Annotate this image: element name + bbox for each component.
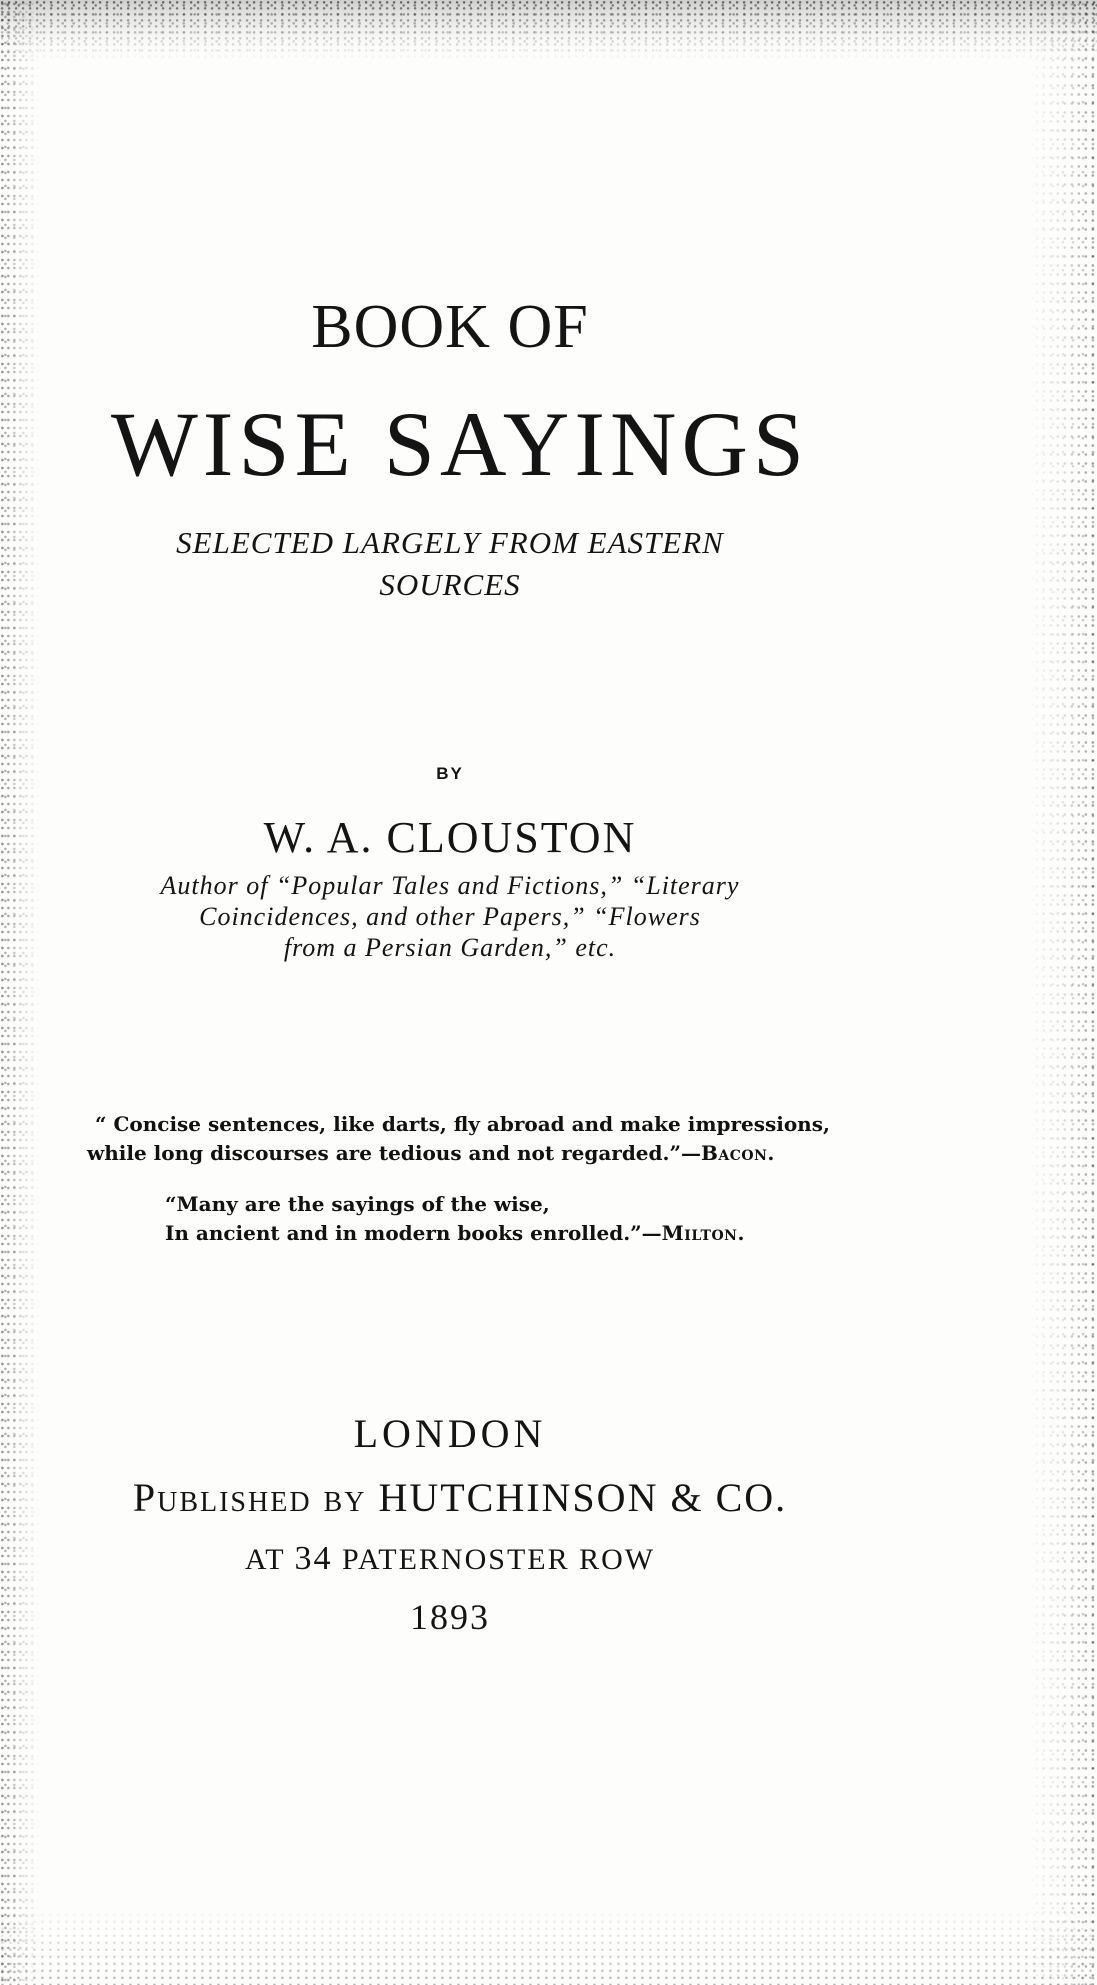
published-by-label: Published by <box>132 1475 367 1520</box>
epigraph-milton <box>165 1190 825 1248</box>
title-line-2: WISE SAYINGS <box>110 393 810 495</box>
epigraph-line <box>87 1139 855 1168</box>
subtitle-line-1: SELECTED LARGELY FROM EASTERN <box>176 525 724 560</box>
subtitle-line-2: SOURCES <box>379 567 521 602</box>
imprint-city: LONDON <box>353 1411 547 1456</box>
imprint-year: 1893 <box>410 1597 490 1637</box>
scan-edge-left <box>0 0 40 1985</box>
credentials-line-2: Coincidences, and other Papers,” “Flowers <box>199 902 701 931</box>
by-label: BY <box>436 764 464 783</box>
epigraph-line: “ Concise sentences, like darts, fly abroad and make impressions, <box>95 1112 830 1136</box>
scan-edge-bottom <box>0 1905 1097 1985</box>
epigraph-attribution: Milton. <box>661 1221 745 1245</box>
imprint-address <box>150 1540 750 1578</box>
imprint-publisher-line <box>70 1474 850 1521</box>
publisher-name: HUTCHINSON & CO. <box>378 1475 788 1520</box>
epigraph-line <box>165 1219 825 1248</box>
epigraph-line: “Many are the sayings of the wise, <box>165 1192 550 1216</box>
address-prefix: AT <box>244 1543 285 1576</box>
epigraph-attribution: Bacon. <box>700 1141 775 1165</box>
epigraph-bacon <box>87 1110 855 1168</box>
epigraph-text: while long discourses are tedious and not regarded.”— <box>87 1141 701 1165</box>
scan-edge-right <box>1027 0 1097 1985</box>
credentials-line-1: Author of “Popular Tales and Fictions,” “Literary <box>160 871 740 900</box>
scan-edge-top <box>0 0 1097 60</box>
title-line-1: BOOK OF <box>311 293 589 361</box>
credentials-line-3: from a Persian Garden,” etc. <box>283 933 617 962</box>
address-street: PATERNOSTER ROW <box>342 1543 656 1576</box>
address-number: 34 <box>294 1540 333 1577</box>
author-credentials <box>80 870 820 963</box>
subtitle <box>80 522 820 606</box>
epigraph-text: In ancient and in modern books enrolled.”— <box>165 1221 662 1245</box>
author-name: W. A. CLOUSTON <box>263 813 637 862</box>
